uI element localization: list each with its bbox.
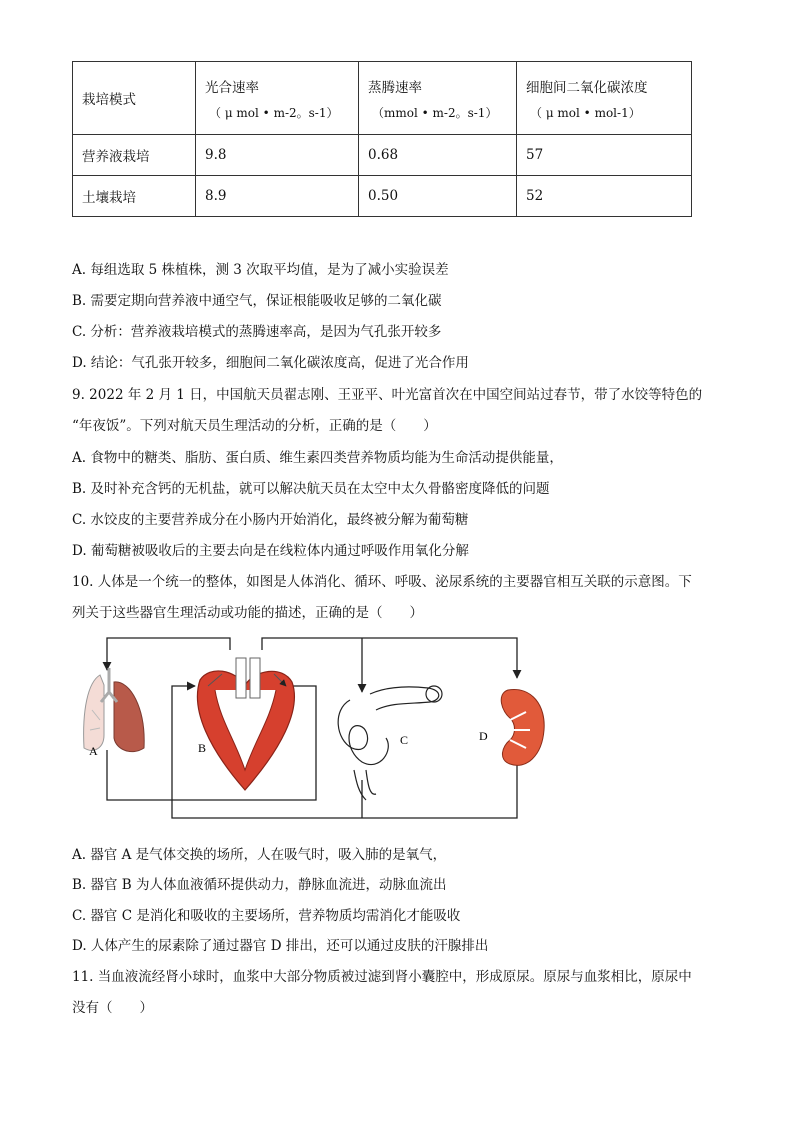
table-cell: 营养液栽培 (73, 135, 196, 176)
header-cell (73, 62, 196, 135)
q9-option-b: B. 及时补充含钙的无机盐，就可以解决航天员在太空中太久骨骼密度降低的问题 (72, 481, 550, 497)
q10-stem: 10. 人体是一个统一的整体，如图是人体消化、循环、呼吸、泌尿系统的主要器官相互关联的示意图。下 (72, 574, 692, 590)
q9-option-c: C. 水饺皮的主要营养成分在小肠内开始消化，最终被分解为葡萄糖 (72, 512, 469, 528)
header-title: 蒸腾速率 (368, 79, 422, 96)
data-table (72, 61, 692, 217)
label-b: B (198, 741, 207, 755)
q9-stem: 9. 2022 年 2 月 1 日，中国航天员翟志刚、王亚平、叶光富首次在中国空间站过春节，带了水饺等特色的 (72, 387, 703, 403)
q9-stem-cont: “年夜饭”。下列对航天员生理活动的分析，正确的是（ ） (72, 418, 437, 434)
table-cell: 0.68 (359, 135, 517, 176)
label-a: A (89, 744, 98, 758)
header-unit: （ μ mol • m-2。s-1） (209, 105, 339, 120)
q8-option-d: D. 结论：气孔张开较多，细胞间二氧化碳浓度高，促进了光合作用 (72, 355, 469, 371)
table-cell: 57 (517, 135, 692, 176)
header-cell (359, 62, 517, 135)
label-d: D (479, 729, 488, 743)
header-title: 栽培模式 (82, 92, 136, 108)
q8-option-a: A. 每组选取 5 株植株，测 3 次取平均值，是为了减小实验误差 (72, 262, 449, 278)
q9-option-d: D. 葡萄糖被吸收后的主要去向是在线粒体内通过呼吸作用氧化分解 (72, 543, 469, 559)
q11-stem: 11. 当血液流经肾小球时，血浆中大部分物质被过滤到肾小囊腔中，形成原尿。原尿与血浆相比，原尿中 (72, 969, 692, 985)
table-cell: 0.50 (359, 176, 517, 217)
q8-option-c: C. 分析：营养液栽培模式的蒸腾速率高，是因为气孔张开较多 (72, 324, 442, 340)
label-c: C (400, 733, 409, 747)
table-row (73, 176, 692, 217)
header-unit: （ μ mol • mol-1） (530, 105, 641, 120)
q9-option-a: A. 食物中的糖类、脂肪、蛋白质、维生素四类营养物质均能为生命活动提供能量， (72, 450, 563, 466)
q10-option-a: A. 器官 A 是气体交换的场所，人在吸气时，吸入肺的是氧气， (72, 847, 447, 863)
q10-stem-cont: 列关于这些器官生理活动或功能的描述，正确的是（ ） (72, 605, 423, 621)
table-cell: 8.9 (196, 176, 359, 217)
table-cell: 52 (517, 176, 692, 217)
table-header-row (73, 62, 692, 135)
q10-option-c: C. 器官 C 是消化和吸收的主要场所，营养物质均需消化才能吸收 (72, 908, 461, 924)
intestine-illustration (338, 686, 442, 800)
header-unit: （mmol • m-2。s-1） (372, 105, 498, 120)
q10-option-b: B. 器官 B 为人体血液循环提供动力，静脉血流进，动脉血流出 (72, 877, 447, 893)
heart-illustration (197, 658, 294, 790)
header-cell (517, 62, 692, 135)
table-cell: 9.8 (196, 135, 359, 176)
q8-option-b: B. 需要定期向营养液中通空气，保证根能吸收足够的二氧化碳 (72, 293, 442, 309)
lungs-illustration (84, 668, 145, 752)
table-row (73, 135, 692, 176)
circulation-lines (107, 638, 517, 818)
header-title: 细胞间二氧化碳浓度 (526, 79, 648, 96)
header-title: 光合速率 (205, 79, 259, 96)
organ-diagram (70, 630, 550, 825)
table-cell: 土壤栽培 (73, 176, 196, 217)
q10-option-d: D. 人体产生的尿素除了通过器官 D 排出，还可以通过皮肤的汗腺排出 (72, 938, 489, 954)
q11-stem-cont: 没有（ ） (72, 1000, 153, 1016)
header-cell (196, 62, 359, 135)
kidney-illustration (501, 689, 544, 765)
